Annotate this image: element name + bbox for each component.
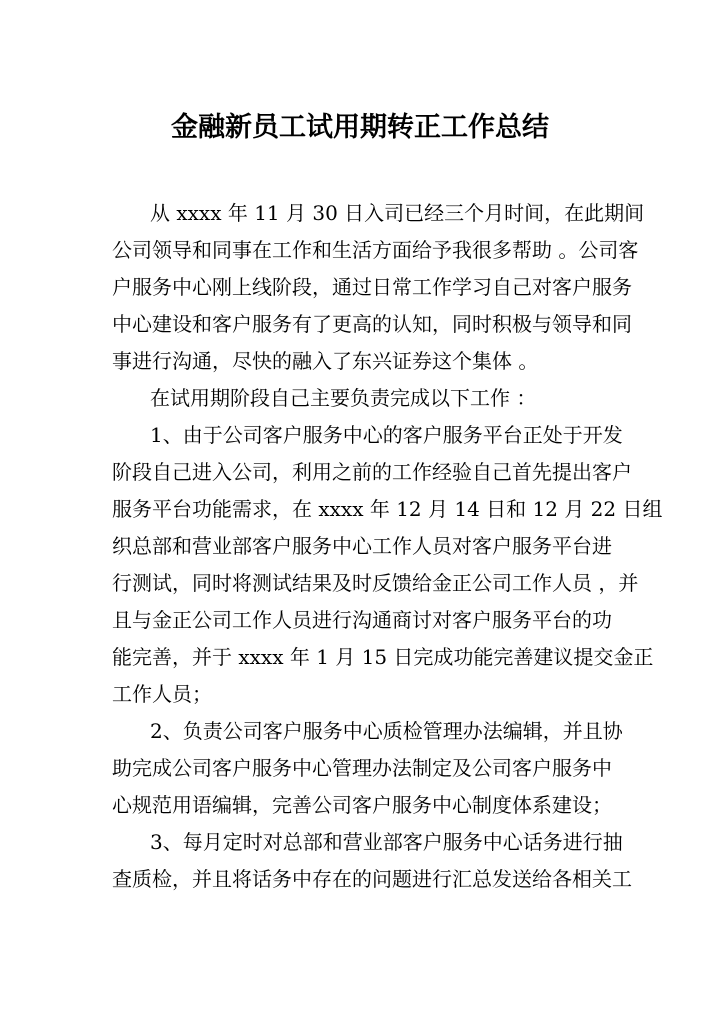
body-line: 公司领导和同事在工作和生活方面给予我很多帮助 。公司客 [112,238,639,262]
body-line: 查质检，并且将话务中存在的问题进行汇总发送给各相关工 [112,867,632,891]
body-line: 2、负责公司客户服务中心质检管理办法编辑，并且协 [150,719,623,743]
body-line: 阶段自己进入公司，利用之前的工作经验自己首先提出客户 [112,460,632,484]
body-line: 服务平台功能需求，在 xxxx 年 12 月 14 日和 12 月 22 日组 [112,497,663,521]
body-line: 能完善，并于 xxxx 年 1 月 15 日完成功能完善建议提交金正 [112,645,654,669]
body-line: 1、由于公司客户服务中心的客户服务平台正处于开发 [150,423,623,447]
document-title: 金融新员工试用期转正工作总结 [171,112,549,143]
body-line: 在试用期阶段自己主要负责完成以下工作 ： [150,386,537,410]
body-line: 织总部和营业部客户服务中心工作人员对客户服务平台进 [112,534,612,558]
document-body [112,195,663,898]
body-line: 3、每月定时对总部和营业部客户服务中心话务进行抽 [150,830,623,854]
body-line: 心规范用语编辑，完善公司客户服务中心制度体系建设； [112,793,612,817]
body-line: 户服务中心刚上线阶段，通过日常工作学习自己对客户服务 [112,275,632,299]
body-line: 助完成公司客户服务中心管理办法制定及公司客户服务中 [112,756,612,780]
body-line: 中心建设和客户服务有了更高的认知，同时积极与领导和同 [112,312,632,336]
body-line: 事进行沟通，尽快的融入了东兴证券这个集体 。 [112,349,539,373]
body-line: 从 xxxx 年 11 月 30 日入司已经三个月时间，在此期间 [150,201,645,225]
body-line: 且与金正公司工作人员进行沟通商讨对客户服务平台的功 [112,608,612,632]
body-line: 行测试，同时将测试结果及时反馈给金正公司工作人员 ，并 [112,571,639,595]
body-line: 工作人员； [112,682,212,706]
